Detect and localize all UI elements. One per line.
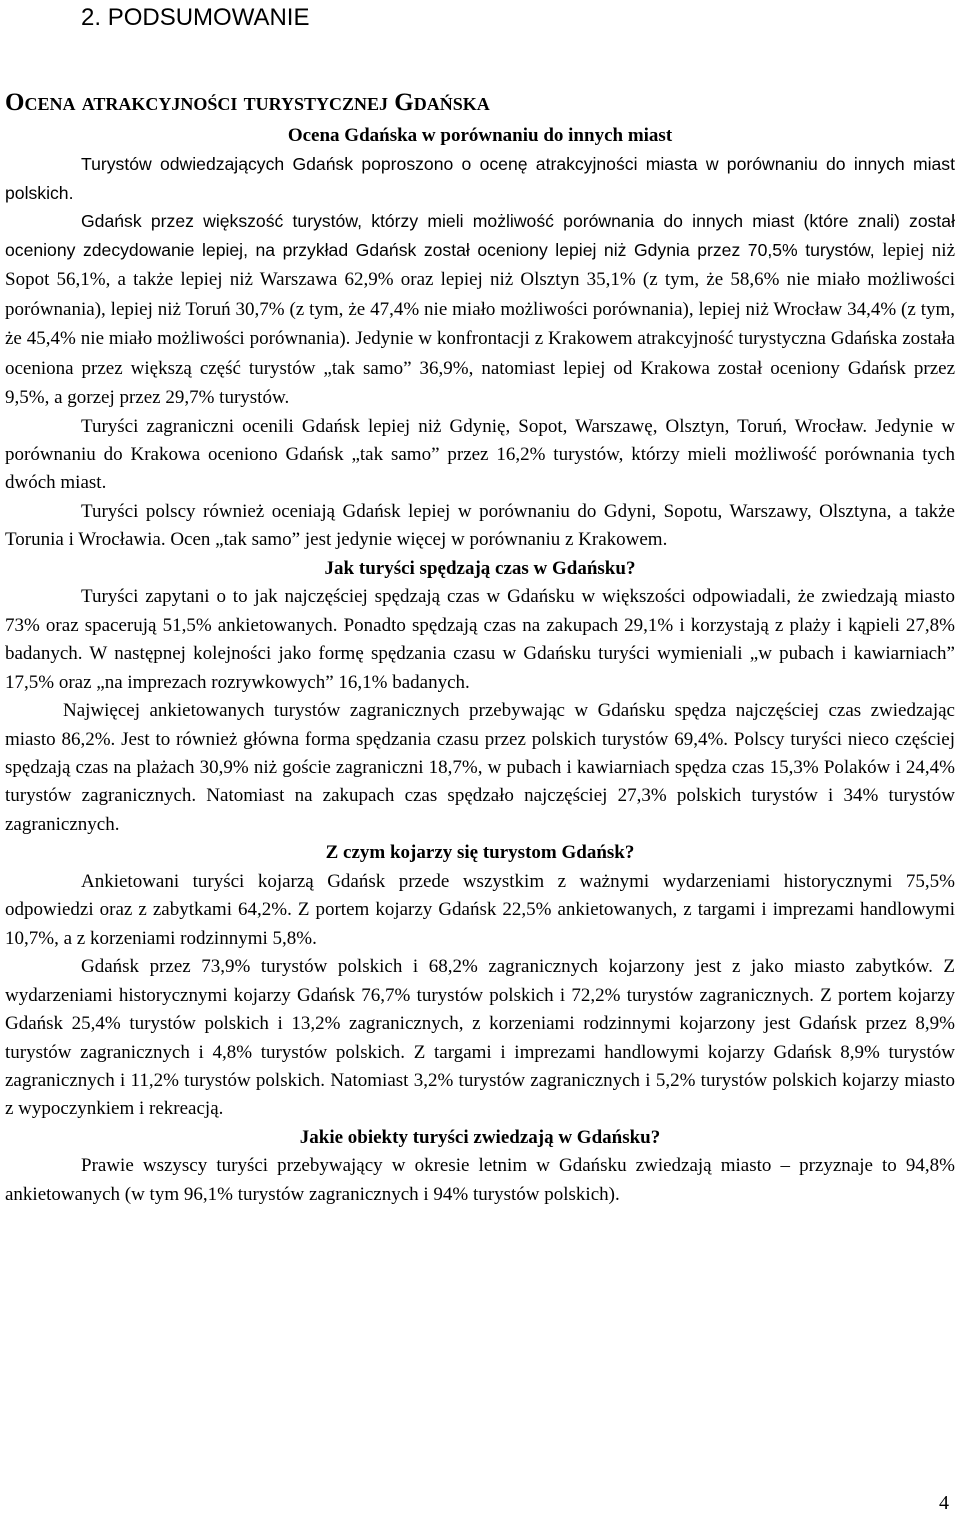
document-body [5, 122, 955, 1209]
paragraph-serif-part: lepiej niż Sopot 56,1%, a także lepiej niż Warszawa 62,9% oraz lepiej niż Olsztyn 35,1% (z tym, że 58,6% nie miało możliwości porównania), lepiej niż Toruń 30,7% (z tym, że 47,4% nie miało możliwości porównania), lepiej niż Wrocław 34,4% (z tym, że 45,4% nie miało możliwości porównania). Jedynie w konfrontacji z Krakowem atrakcyjność turystyczna Gdańska została oceniona przez większą część turystów „tak samo” 36,9%, natomiast lepiej od Krakowa został oceniony Gdańsk przez 9,5%, a gorzej przez 29,7% turystów. [5, 239, 956, 409]
paragraph [5, 207, 955, 412]
chapter-title: PODSUMOWANIE [107, 4, 310, 31]
subsection-heading: Z czym kojarzy się turystom Gdańsk? [325, 842, 635, 864]
page-number: 4 [939, 1492, 949, 1514]
paragraph: Turyści zapytani o to jak najczęściej spędzają czas w Gdańsku w większości odpowiadali, że zwiedzają miasto 73% oraz spacerują 51,5% ankietowanych. Ponadto spędzają czas na zakupach 29,1% i korzystają z plaży i kąpieli 27,8% badanych. W następnej kolejności jako formę spędzania czasu w Gdańsku turyści wymieniali „w pubach i kawiarniach” 17,5% oraz „na imprezach rozrywkowych” 16,1% badanych. [5, 586, 955, 693]
paragraph: Turyści zagraniczni ocenili Gdańsk lepiej niż Gdynię, Sopot, Warszawę, Olsztyn, Toruń, Wrocław. Jedynie w porównaniu do Krakowa oceniono Gdańsk „tak samo” przez 16,2% turystów, którzy mieli możliwość porównania tych dwóch miast. [5, 415, 955, 494]
paragraph-sans-part: Gdańsk przez większość turystów, którzy mieli możliwość porównania do innych miast (które znali) został oceniony zdecydowanie lepiej, na przykład Gdańsk został oceniony lepiej niż Gdynia przez 70,5% turystów, [5, 211, 955, 260]
paragraph: Ankietowani turyści kojarzą Gdańsk przede wszystkim z ważnymi wydarzeniami historycznymi 75,5% odpowiedzi oraz z zabytkami 64,2%. Z portem kojarzy Gdańsk 22,5% ankietowanych, z targami i imprezami handlowymi 10,7%, a z korzeniami rodzinnymi 5,8%. [5, 870, 955, 949]
paragraph: Turystów odwiedzających Gdańsk poproszono o ocenę atrakcyjności miasta w porównaniu do innych miast polskich. [5, 154, 955, 203]
section-title: Ocena atrakcyjności turystycznej Gdańska [5, 89, 490, 116]
subsection-heading: Jak turyści spędzają czas w Gdańsku? [324, 557, 636, 579]
paragraph: Gdańsk przez 73,9% turystów polskich i 68,2% zagranicznych kojarzony jest z jako miasto zabytków. Z wydarzeniami historycznymi kojarzy Gdańsk 76,7% turystów polskich i 72,2% turystów zagranicznych. Z portem kojarzy Gdańsk 25,4% turystów polskich i 13,2% zagranicznych, z korzeniami rodzinnymi kojarzony jest Gdańsk przez 8,9% turystów zagranicznych i 4,8% turystów polskich. Z targami i imprezami handlowymi kojarzy Gdańsk 8,9% turystów zagranicznych i 11,2% turystów polskich. Natomiast 3,2% turystów zagranicznych i 5,2% turystów polskich kojarzy miasto z wypoczynkiem i rekreacją. [5, 956, 955, 1120]
paragraph: Najwięcej ankietowanych turystów zagranicznych przebywając w Gdańsku spędza najczęściej czas zwiedzając miasto 86,2%. Jest to również główna forma spędzania czasu przez polskich turystów 69,4%. Polscy turyści nieco częściej spędzają czas na plażach 30,9% niż goście zagraniczni 18,7%, w pubach i kawiarniach spędza czas 15,3% Polaków i 24,4% turystów zagranicznych. Natomiast na zakupach czas spędzało najczęściej 27,3% polskich turystów i 34% turystów zagranicznych. [5, 700, 955, 835]
paragraph: Prawie wszyscy turyści przebywający w okresie letnim w Gdańsku zwiedzają miasto – przyznaje to 94,8% ankietowanych (w tym 96,1% turystów zagranicznych i 94% turystów polskich). [5, 1155, 955, 1205]
chapter-heading [81, 4, 309, 32]
chapter-number: 2. [81, 4, 102, 31]
paragraph: Turyści polscy również oceniają Gdańsk lepiej w porównaniu do Gdyni, Sopotu, Warszawy, Olsztyna, a także Torunia i Wrocławia. Ocen „tak samo” jest jedynie więcej w porównaniu z Krakowem. [5, 500, 955, 551]
subsection-heading: Jakie obiekty turyści zwiedzają w Gdańsku? [299, 1126, 661, 1148]
subsection-heading: Ocena Gdańska w porównaniu do innych miast [287, 125, 673, 146]
